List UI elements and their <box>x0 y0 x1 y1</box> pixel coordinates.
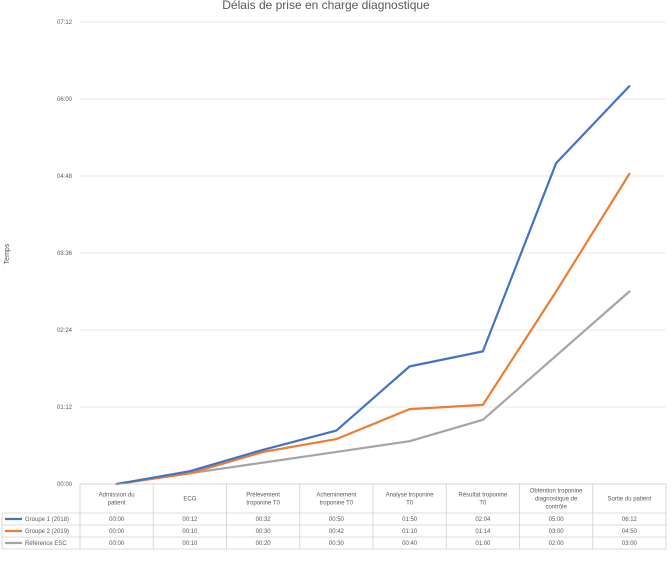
x-category-label: Analyse troponine T0 <box>385 492 434 507</box>
data-label: 00:00 <box>109 529 125 535</box>
data-label: 00:30 <box>255 529 271 535</box>
y-tick-label: 02:24 <box>56 328 72 334</box>
data-label: 00:40 <box>402 541 418 547</box>
y-tick-label: 04:48 <box>56 174 72 180</box>
x-category-label: Acheminement troponine T0 <box>316 492 357 507</box>
data-label: 00:42 <box>328 529 344 535</box>
data-label: 01:10 <box>402 529 418 535</box>
series-line-groupe-2-2019 <box>117 174 630 484</box>
series-lines <box>117 86 630 484</box>
data-label: 00:12 <box>182 517 198 523</box>
y-tick-label: 03:36 <box>56 251 72 257</box>
data-label: 00:30 <box>328 541 344 547</box>
legend-label: Groupe 1 (2018) <box>25 517 70 523</box>
y-tick-label: 07:12 <box>56 20 72 26</box>
x-category-label: ECG <box>183 496 197 503</box>
chart-title: Délais de prise en charge diagnostique <box>222 0 430 12</box>
data-label: 00:10 <box>182 541 198 547</box>
legend-label: Référence ESC <box>25 541 67 547</box>
data-label: 04:50 <box>621 529 637 535</box>
legend-label: Groupe 2 (2019) <box>25 529 70 535</box>
data-label: 00:32 <box>255 517 271 523</box>
data-label: 06:12 <box>621 517 637 523</box>
x-category-label: Admission du patient <box>98 492 135 507</box>
data-label: 01:50 <box>402 517 418 523</box>
data-label: 00:20 <box>255 541 271 547</box>
y-axis-ticks <box>57 20 73 488</box>
data-label: 03:00 <box>548 529 564 535</box>
y-tick-label: 06:00 <box>56 97 72 103</box>
y-tick-label: 01:12 <box>56 405 72 411</box>
x-category-label: Obtention troponine diagnostique de contrôle <box>529 488 583 511</box>
data-label: 05:00 <box>548 517 564 523</box>
data-label: 00:50 <box>328 517 344 523</box>
data-label: 00:00 <box>109 541 125 547</box>
data-label: 02:04 <box>475 517 491 523</box>
x-category-label: Sortie du patient <box>607 496 652 503</box>
data-table <box>2 484 666 549</box>
data-label: 00:00 <box>109 517 125 523</box>
data-label: 03:00 <box>621 541 637 547</box>
series-line-r-f-rence-esc <box>117 292 630 485</box>
data-label: 02:00 <box>548 541 564 547</box>
y-tick-label: 00:00 <box>56 482 72 488</box>
grid <box>80 22 666 484</box>
x-category-label: Prélèvement troponine T0 <box>246 492 280 507</box>
data-label: 01:00 <box>475 541 491 547</box>
data-label: 00:10 <box>182 529 198 535</box>
x-category-label: Résultat troponine T0 <box>458 492 508 507</box>
y-axis-label: Temps <box>4 243 11 265</box>
data-label: 01:14 <box>475 529 491 535</box>
